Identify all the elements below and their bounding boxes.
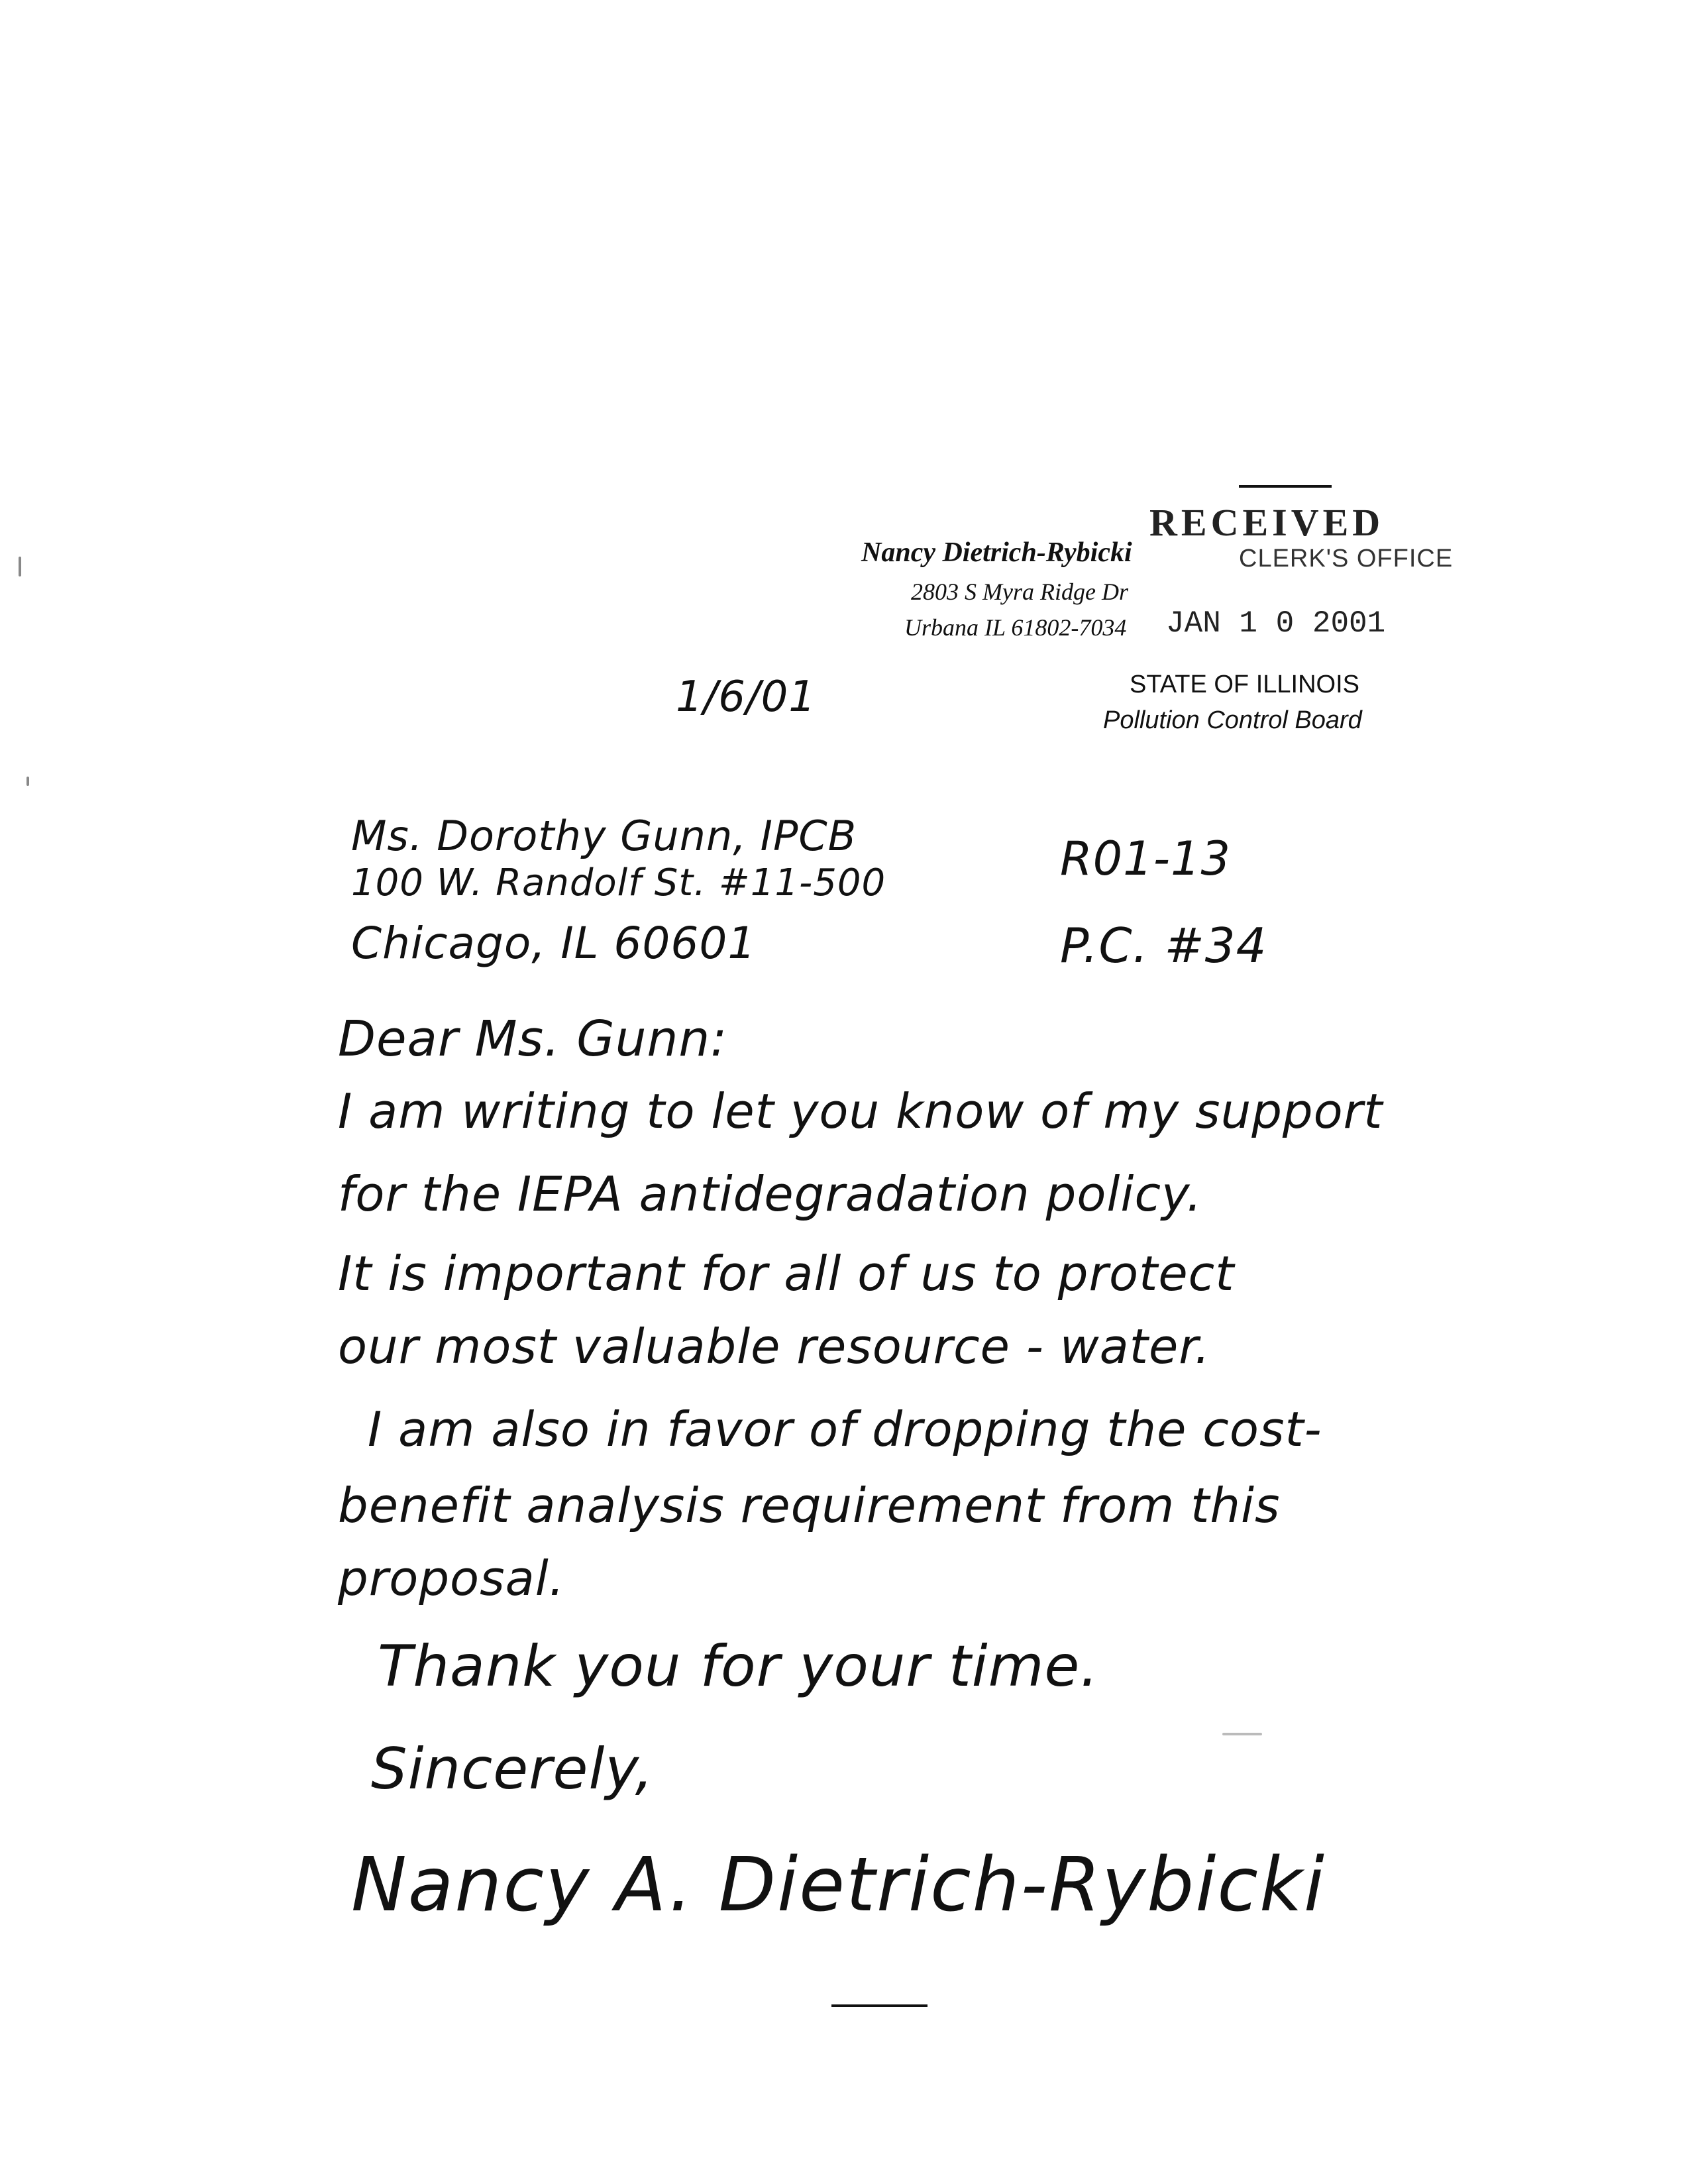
greeting: Dear Ms. Gunn: bbox=[338, 1010, 728, 1067]
body-line: benefit analysis requirement from this bbox=[338, 1478, 1281, 1533]
letterhead-name: Nancy Dietrich-Rybicki bbox=[861, 537, 1132, 568]
letterhead-street: 2803 S Myra Ridge Dr bbox=[911, 578, 1128, 605]
letterhead-city: Urbana IL 61802-7034 bbox=[904, 614, 1127, 641]
body-line: I am writing to let you know of my support bbox=[338, 1083, 1383, 1139]
body-line: It is important for all of us to protect bbox=[338, 1246, 1235, 1301]
stamp-office: CLERK'S OFFICE bbox=[1239, 545, 1454, 573]
stamp-state: STATE OF ILLINOIS bbox=[1130, 671, 1359, 698]
body-line: for the IEPA antidegradation policy. bbox=[338, 1166, 1202, 1222]
closing: Sincerely, bbox=[371, 1736, 654, 1802]
public-comment-number: P.C. #34 bbox=[1060, 918, 1267, 973]
signature-rule bbox=[831, 2004, 928, 2007]
recipient-line-3: Chicago, IL 60601 bbox=[351, 918, 757, 969]
stamp-date: JAN 1 0 2001 bbox=[1166, 606, 1386, 641]
stamp-board: Pollution Control Board bbox=[1103, 706, 1362, 734]
docket-number: R01-13 bbox=[1060, 832, 1232, 886]
body-line: proposal. bbox=[338, 1551, 565, 1606]
scan-speck bbox=[1222, 1733, 1262, 1735]
body-line: our most valuable resource - water. bbox=[338, 1319, 1211, 1374]
stamp-rule bbox=[1239, 485, 1332, 488]
scan-speck bbox=[26, 777, 29, 786]
letter-date: 1/6/01 bbox=[676, 673, 816, 722]
body-line: I am also in favor of dropping the cost- bbox=[368, 1401, 1322, 1457]
recipient-line-1: Ms. Dorothy Gunn, IPCB bbox=[351, 812, 857, 860]
recipient-line-2: 100 W. Randolf St. #11-500 bbox=[351, 861, 886, 904]
stamp-received: RECEIVED bbox=[1149, 501, 1385, 544]
thanks-line: Thank you for your time. bbox=[378, 1633, 1099, 1700]
signature: Nancy A. Dietrich-Rybicki bbox=[351, 1842, 1326, 1928]
scan-speck bbox=[19, 557, 21, 576]
